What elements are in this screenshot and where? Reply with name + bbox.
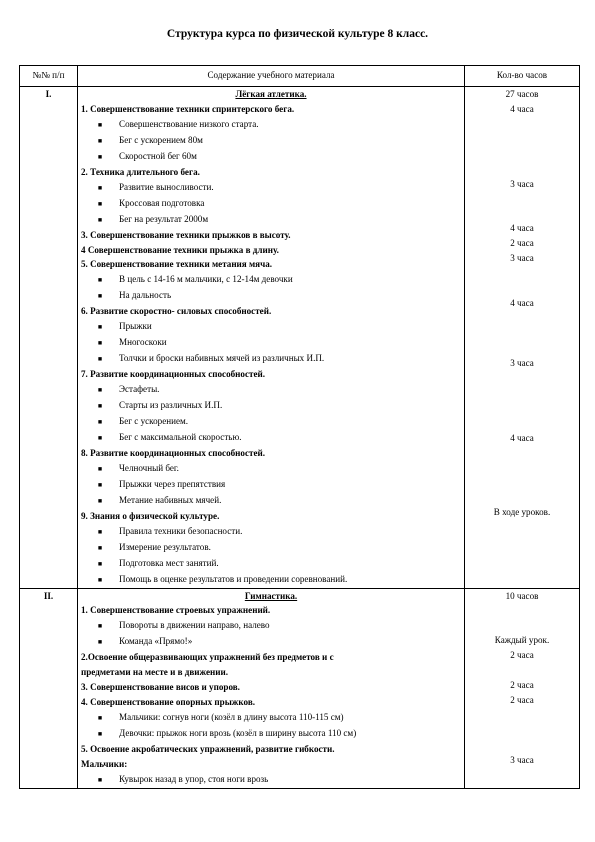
hours-value xyxy=(468,147,576,162)
hours-value xyxy=(468,162,576,177)
list-item-text: Подготовка мест занятий. xyxy=(119,557,219,568)
topic-heading: 2. Техника длительного бега. xyxy=(81,166,200,177)
course-structure-table xyxy=(19,65,580,789)
hours-value: 2 часа xyxy=(510,680,534,691)
table-header-row xyxy=(20,66,580,87)
list-item xyxy=(81,196,461,212)
list-item-text: Измерение результатов. xyxy=(119,541,211,552)
hours-value xyxy=(468,663,576,678)
bullet-icon: ■ xyxy=(97,464,103,473)
list-item xyxy=(81,212,461,228)
hours-value xyxy=(468,723,576,738)
hours-value xyxy=(468,475,576,490)
section-total-hours: 10 часов xyxy=(505,590,539,601)
bullet-icon: ■ xyxy=(97,402,103,411)
hours-value xyxy=(468,207,576,222)
hours-value xyxy=(468,520,576,535)
list-item-text: Эстафеты. xyxy=(119,384,160,395)
hours-value xyxy=(468,132,576,147)
topic-heading: 1. Совершенствование техники спринтерского бега. xyxy=(81,103,295,114)
hours-value xyxy=(468,281,576,296)
list-item xyxy=(81,524,461,540)
bullet-icon: ■ xyxy=(97,575,103,584)
list-item xyxy=(81,149,461,165)
hours-value: 2 часа xyxy=(510,238,534,249)
hours-value: 4 часа xyxy=(510,103,534,114)
list-item-text: Бег с максимальной скоростью. xyxy=(119,431,242,442)
list-item xyxy=(81,726,461,742)
hours-value xyxy=(468,490,576,505)
list-item xyxy=(81,430,461,446)
bullet-icon: ■ xyxy=(97,433,103,442)
bullet-icon: ■ xyxy=(97,775,103,784)
bullet-icon: ■ xyxy=(97,120,103,129)
topic-heading: 4. Совершенствование опорных прыжков. xyxy=(81,697,256,708)
hours-value: 4 часа xyxy=(510,432,534,443)
list-item xyxy=(81,398,461,414)
hours-value: 2 часа xyxy=(510,650,534,661)
bullet-icon: ■ xyxy=(97,276,103,285)
bullet-icon: ■ xyxy=(97,323,103,332)
topic-heading: Мальчики: xyxy=(81,758,128,769)
list-item-text: Кроссовая подготовка xyxy=(119,197,205,208)
bullet-icon: ■ xyxy=(97,714,103,723)
list-item xyxy=(81,772,461,788)
hours-value xyxy=(468,371,576,386)
hours-value xyxy=(468,535,576,550)
list-item-text: Совершенствование низкого старта. xyxy=(119,118,259,129)
hours-value: 4 часа xyxy=(510,298,534,309)
hours-value xyxy=(468,416,576,431)
list-item xyxy=(81,319,461,335)
topic-heading: 9. Знания о физической культуре. xyxy=(81,510,220,521)
hours-value xyxy=(468,446,576,461)
hours-value xyxy=(468,603,576,618)
bullet-icon: ■ xyxy=(97,292,103,301)
table-row xyxy=(20,588,580,788)
hours-value: 2 часа xyxy=(510,695,534,706)
header-content: Содержание учебного материала xyxy=(78,66,465,87)
hours-value: Каждый урок. xyxy=(494,635,550,646)
list-item-text: Повороты в движении направо, налево xyxy=(119,620,270,631)
hours-value: 3 часа xyxy=(510,754,534,765)
list-item xyxy=(81,540,461,556)
topic-heading: 4 Совершенствование техники прыжка в длину. xyxy=(81,244,279,255)
bullet-icon: ■ xyxy=(97,152,103,161)
section-number: II. xyxy=(20,588,78,788)
list-item-text: Помощь в оценке результатов и проведении соревнований. xyxy=(119,573,348,584)
topic-heading: 5. Совершенствование техники метания мяча. xyxy=(81,259,273,270)
list-item-text: Прыжки через препятствия xyxy=(119,478,226,489)
hours-value xyxy=(468,401,576,416)
list-item-text: Бег на результат 2000м xyxy=(119,213,209,224)
list-item xyxy=(81,288,461,304)
bullet-icon: ■ xyxy=(97,622,103,631)
list-item xyxy=(81,461,461,477)
bullet-icon: ■ xyxy=(97,183,103,192)
list-item-text: Скоростной бег 60м xyxy=(119,150,197,161)
list-item-text: Метание набивных мячей. xyxy=(119,494,222,505)
section-content xyxy=(78,588,465,788)
hours-value xyxy=(468,311,576,326)
hours-value xyxy=(468,708,576,723)
list-item-text: На дальность xyxy=(119,290,172,301)
bullet-icon: ■ xyxy=(97,638,103,647)
hours-value xyxy=(468,460,576,475)
hours-value xyxy=(468,117,576,132)
list-item xyxy=(81,477,461,493)
section-hours xyxy=(465,588,580,788)
bullet-icon: ■ xyxy=(97,543,103,552)
list-item xyxy=(81,180,461,196)
list-item xyxy=(81,272,461,288)
topic-heading: предметами на месте и в движении. xyxy=(81,667,229,678)
header-num: №№ п/п xyxy=(20,66,78,87)
list-item xyxy=(81,710,461,726)
section-content xyxy=(78,87,465,589)
hours-value xyxy=(468,738,576,753)
page-title: Структура курса по физической культуре 8 класс. xyxy=(166,28,429,40)
bullet-icon: ■ xyxy=(97,339,103,348)
topic-heading: 5. Освоение акробатических упражнений, развитие гибкости. xyxy=(81,744,335,755)
hours-value: 3 часа xyxy=(510,178,534,189)
list-item xyxy=(81,493,461,509)
hours-value xyxy=(468,192,576,207)
bullet-icon: ■ xyxy=(97,136,103,145)
topic-heading: 1. Совершенствование строевых упражнений. xyxy=(81,605,271,616)
bullet-icon: ■ xyxy=(97,418,103,427)
hours-value xyxy=(468,618,576,633)
bullet-icon: ■ xyxy=(97,527,103,536)
list-item xyxy=(81,335,461,351)
topic-heading: 8. Развитие координационных способностей. xyxy=(81,447,266,458)
list-item xyxy=(81,351,461,367)
bullet-icon: ■ xyxy=(97,730,103,739)
hours-value: 4 часа xyxy=(510,223,534,234)
header-hours: Кол-во часов xyxy=(465,66,580,87)
hours-value xyxy=(468,550,576,565)
hours-value xyxy=(468,326,576,341)
bullet-icon: ■ xyxy=(97,355,103,364)
topic-heading: 3. Совершенствование висов и упоров. xyxy=(81,682,240,693)
section-title: Гимнастика. xyxy=(244,590,298,601)
hours-value xyxy=(468,768,576,783)
list-item-text: Толчки и броски набивных мячей из различных И.П. xyxy=(119,353,325,364)
table-row xyxy=(20,87,580,589)
section-title: Лёгкая атлетика. xyxy=(235,89,307,99)
hours-value xyxy=(468,341,576,356)
list-item-text: Бег с ускорением. xyxy=(119,416,189,427)
hours-value xyxy=(468,386,576,401)
section-total-hours: 27 часов xyxy=(505,89,539,99)
bullet-icon: ■ xyxy=(97,480,103,489)
topic-heading: 6. Развитие скоростно- силовых способностей. xyxy=(81,306,272,317)
topic-heading: 7. Развитие координационных способностей. xyxy=(81,369,266,380)
list-item-text: Прыжки xyxy=(119,321,152,332)
hours-value: 3 часа xyxy=(510,357,534,368)
list-item-text: Бег с ускорением 80м xyxy=(119,134,203,145)
list-item-text: Кувырок назад в упор, стоя ноги врозь xyxy=(119,773,269,784)
list-item-text: Развитие выносливости. xyxy=(119,181,214,192)
list-item xyxy=(81,634,461,650)
bullet-icon: ■ xyxy=(97,386,103,395)
list-item-text: Правила техники безопасности. xyxy=(119,525,243,536)
list-item-text: Девочки: прыжок ноги врозь (козёл в ширину высота 110 см) xyxy=(119,728,357,739)
list-item xyxy=(81,414,461,430)
section-hours xyxy=(465,87,580,589)
list-item-text: Челночный бег. xyxy=(119,462,179,473)
hours-value xyxy=(468,266,576,281)
list-item-text: Многоскоки xyxy=(119,337,167,348)
bullet-icon: ■ xyxy=(97,215,103,224)
list-item-text: Команда «Прямо!» xyxy=(119,636,193,647)
list-item-text: В цель с 14-16 м мальчики, с 12-14м девочки xyxy=(119,274,293,285)
list-item xyxy=(81,117,461,133)
list-item-text: Мальчики: согнув ноги (козёл в длину высота 110-115 см) xyxy=(119,712,344,723)
hours-value: 3 часа xyxy=(510,253,534,264)
list-item xyxy=(81,133,461,149)
bullet-icon: ■ xyxy=(97,559,103,568)
list-item-text: Старты из различных И.П. xyxy=(119,400,223,411)
list-item xyxy=(81,382,461,398)
section-number: I. xyxy=(20,87,78,589)
bullet-icon: ■ xyxy=(97,496,103,505)
list-item xyxy=(81,572,461,588)
topic-heading: 2.Освоение общеразвивающих упражнений без предметов и с xyxy=(81,652,334,663)
hours-value: В ходе уроков. xyxy=(493,507,551,518)
list-item xyxy=(81,618,461,634)
list-item xyxy=(81,556,461,572)
bullet-icon: ■ xyxy=(97,199,103,208)
topic-heading: 3. Совершенствование техники прыжков в высоту. xyxy=(81,229,291,240)
